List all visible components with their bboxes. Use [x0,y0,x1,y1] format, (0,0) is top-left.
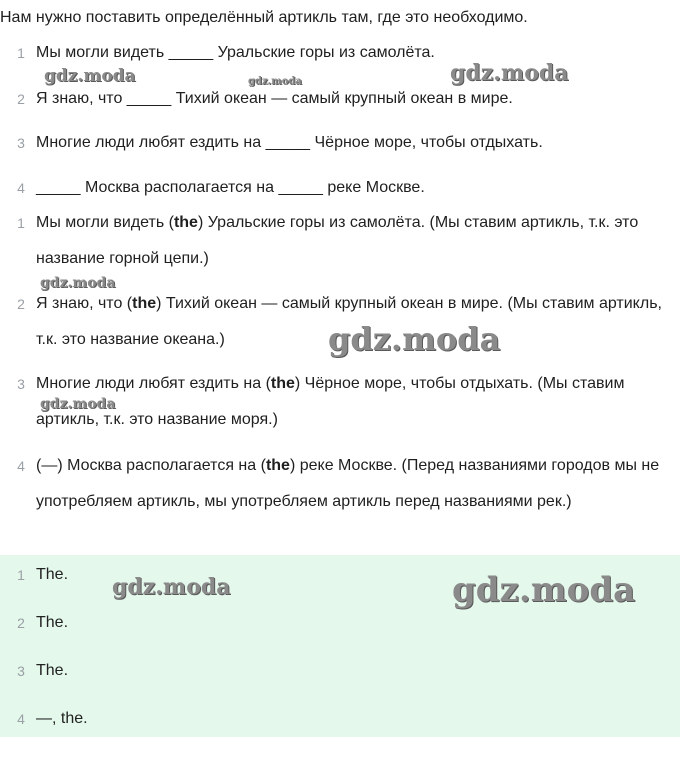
short-answer-text: The. [36,662,69,679]
watermark: gdz.moda [44,66,136,86]
article: the [173,214,198,231]
answer-number: 2 [17,296,25,312]
question-number: 1 [17,45,25,61]
question-number: 2 [17,91,25,107]
article: the [265,457,290,474]
watermark: gdz.moda [248,76,302,87]
question-number: 4 [17,180,25,196]
short-answer-text: The. [36,614,69,631]
article: the [270,375,295,392]
answer-number: 4 [17,458,25,474]
question-text: Мы могли видеть _____ Уральские горы из самолёта. [36,44,435,61]
question-text: Многие люди любят ездить на _____ Чёрное море, чтобы отдыхать. [36,134,543,151]
task-intro: Нам нужно поставить определённый артикль там, где это необходимо. [0,9,528,26]
question-text: _____ Москва располагается на _____ реке Москве. [36,179,425,196]
question-number: 3 [17,135,25,151]
short-answer-text: The. [36,566,69,583]
watermark: gdz.moda [328,320,501,358]
answer-text: Мы могли видеть (the) Уральские горы из самолёта. (Мы ставим артикль, т.к. это название горной цепи.) [36,214,639,267]
short-answer-number: 4 [17,711,25,727]
answer-text: Многие люди любят ездить на (the) Чёрное море, чтобы отдыхать. (Мы ставим артикль, т.к. это название моря.) [36,375,625,428]
short-answer-number: 2 [17,615,25,631]
short-answer-number: 3 [17,663,25,679]
answer-text: (—) Москва располагается на (the) реке Москве. (Перед названиями городов мы не употребляем артикль, мы употребляем артикль перед названиями рек.) [36,457,660,510]
short-answer-number: 1 [17,567,25,583]
short-answer-text: —, the. [36,710,88,727]
question-text: Я знаю, что _____ Тихий океан — самый крупный океан в мире. [36,90,513,107]
watermark: gdz.moda [40,396,116,412]
answer-number: 3 [17,376,25,392]
watermark: gdz.moda [112,574,231,600]
watermark: gdz.moda [452,570,636,610]
watermark: gdz.moda [450,60,569,86]
watermark: gdz.moda [40,275,116,291]
answer-text: Я знаю, что (the) Тихий океан — самый крупный океан в мире. (Мы ставим артикль, т.к. это название океана.) [36,295,662,348]
article: the [132,295,157,312]
answer-number: 1 [17,215,25,231]
